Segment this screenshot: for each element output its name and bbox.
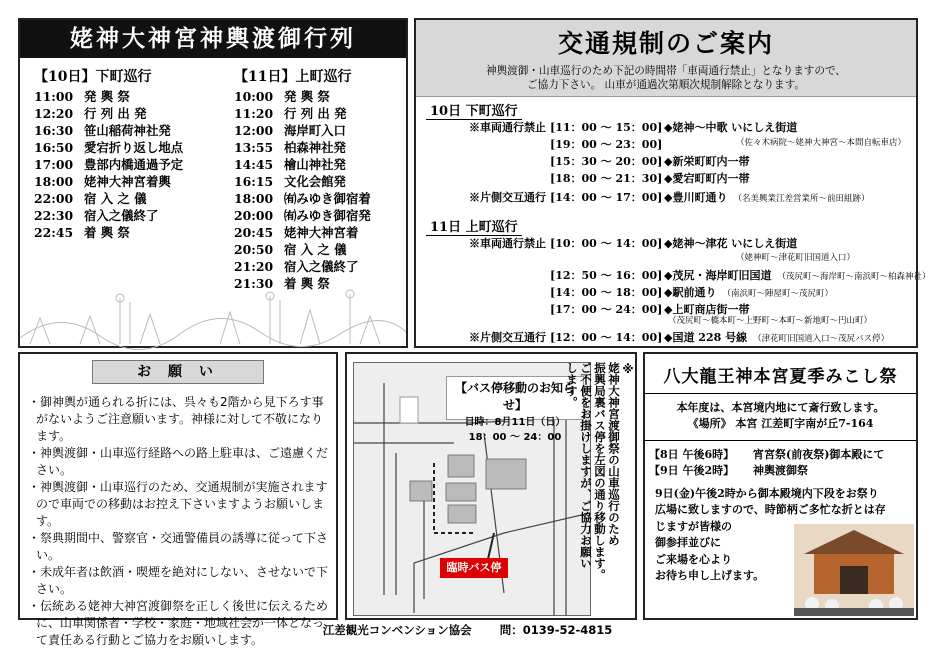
- day11-heading: 【11日】上町巡行: [234, 69, 352, 85]
- request-panel: [18, 352, 338, 647]
- traffic-day11-heading: 11日 上町巡行: [426, 216, 522, 236]
- festival-body-line: 御参拝並びに: [655, 536, 721, 549]
- schedule-time: 14:45: [234, 157, 274, 172]
- festival-body-line: ご来場を心より: [655, 552, 732, 566]
- traffic-area: ◆愛宕町町内一帯: [664, 172, 750, 185]
- note-column: 振興局裏バス停を左図の通り移動します。: [593, 362, 607, 581]
- schedule-time: 22:45: [34, 225, 74, 240]
- schedule-row: [234, 241, 371, 258]
- schedule-event: 姥神大神宮着輿: [84, 174, 171, 189]
- schedule-event: 豊部内橋通過予定: [84, 157, 184, 172]
- traffic-time: [14：00 ～ 17：00]: [550, 191, 663, 204]
- day11-schedule: [234, 66, 371, 292]
- schedule-row: [234, 190, 371, 207]
- schedule-event: 着 輿 祭: [284, 276, 330, 291]
- bus-stop-map: [353, 362, 591, 616]
- schedule-time: 13:55: [234, 140, 274, 155]
- schedule-time: 21:20: [234, 259, 274, 274]
- traffic-time: [12：50 ～ 16：00]: [550, 269, 663, 282]
- schedule-time: 20:50: [234, 242, 274, 257]
- traffic-route: （茂尻町～海岸町～南浜町～柏森神社）: [777, 272, 931, 282]
- schedule-event: ㈲みゆき御宿着: [284, 191, 371, 206]
- schedule-time: 12:20: [34, 106, 74, 121]
- traffic-time: [15：30 ～ 20：00]: [550, 155, 663, 168]
- schedule-time: 22:00: [34, 191, 74, 206]
- schedule-row: [34, 88, 183, 105]
- traffic-time: [17：00 ～ 24：00]: [550, 303, 663, 316]
- traffic-area: ◆茂尻・海岸町旧国道: [664, 269, 772, 282]
- schedule-row: [34, 156, 183, 173]
- traffic-time: [12：00 ～ 14：00]: [550, 331, 663, 344]
- traffic-area: ◆新栄町町内一帯: [664, 155, 750, 168]
- traffic-category: ※片側交互通行: [469, 331, 546, 344]
- traffic-day11-note1: （姥神町～津花町旧国道入口）: [736, 253, 856, 263]
- traffic-row: [424, 285, 833, 301]
- schedule-row: [234, 156, 371, 173]
- festival-schedule: [649, 447, 916, 479]
- schedule-event: 宿 入 之 儀: [84, 191, 147, 206]
- traffic-time: [18：00 ～ 21：30]: [550, 172, 663, 185]
- schedule-time: 18:00: [34, 174, 74, 189]
- schedule-event: 文化会館発: [284, 174, 346, 189]
- schedule-event: 宿 入 之 儀: [284, 242, 347, 257]
- note-column: します。: [565, 362, 579, 408]
- request-item: ・神輿渡御・山車巡行のため、交通規制が実施されますので車両での移動はお控え下さいますようお願いします。: [28, 480, 328, 528]
- schedule-time: 17:00: [34, 157, 74, 172]
- traffic-area: ◆豊川町通り: [664, 191, 728, 204]
- schedule-time: 12:00: [234, 123, 274, 138]
- festival-schedule-row: [649, 463, 916, 479]
- schedule-event: 檜山神社発: [284, 157, 346, 172]
- festival-body-line: じますが皆様の: [655, 519, 732, 533]
- traffic-route: （津花町旧国道入口～茂尻バス停）: [753, 334, 890, 344]
- festival-when: 【8日 午後6時】: [649, 448, 735, 461]
- schedule-event: 愛宕折り返し地点: [84, 140, 184, 155]
- traffic-desc-line2: ご協力下さい。 山車が通過次第順次規制解除となります。: [527, 79, 805, 91]
- traffic-category: ※車両通行禁止: [469, 237, 546, 250]
- schedule-time: 16:30: [34, 123, 74, 138]
- schedule-row: [234, 88, 371, 105]
- bus-move-note: [565, 362, 635, 614]
- traffic-row: [424, 236, 803, 252]
- festival-title: 八大龍王神本宮夏季みこし祭: [663, 367, 898, 387]
- request-item: ・神輿渡御・山車巡行経路への路上駐車は、ご遠慮ください。: [28, 446, 329, 477]
- traffic-area: ◆姥神～中歌 いにしえ街道: [664, 121, 798, 134]
- schedule-time: 16:15: [234, 174, 274, 189]
- schedule-time: 11:00: [34, 89, 74, 104]
- festival-what: 神輿渡御祭: [753, 464, 808, 477]
- schedule-row: [234, 105, 371, 122]
- bus-notice-box: [446, 376, 584, 443]
- schedule-row: [34, 105, 183, 122]
- bus-notice-date: 日時：8月11日（日）: [464, 417, 566, 428]
- schedule-row: [34, 224, 183, 241]
- traffic-day10-heading: 10日 下町巡行: [426, 100, 522, 120]
- request-list: [20, 394, 336, 649]
- schedule-time: 22:30: [34, 208, 74, 223]
- parade-title: 姥神大神宮神輿渡御行列: [20, 20, 406, 58]
- schedule-row: [234, 207, 371, 224]
- schedule-time: 10:00: [234, 89, 274, 104]
- festival-body-line: 9日(金)午後2時から御本殿境内下段をお祭り: [655, 487, 879, 500]
- festival-body-line: 広場に致しますので、時節柄ご多忙な折とは存: [655, 503, 886, 516]
- schedule-row: [34, 173, 183, 190]
- traffic-day11-note2: （茂尻町～橋本町～上野町～本町～新地町～円山町）: [668, 316, 873, 326]
- schedule-time: 20:45: [234, 225, 274, 240]
- traffic-time: [11：00 ～ 15：00]: [550, 121, 663, 134]
- traffic-time: [10：00 ～ 14：00]: [550, 237, 663, 250]
- traffic-area: ◆駅前通り: [664, 286, 717, 299]
- procession-illustration: [20, 288, 406, 346]
- traffic-route: （名美興業江差営業所～前田組跡）: [733, 194, 870, 204]
- schedule-event: 海岸町入口: [284, 123, 346, 138]
- traffic-row: [424, 171, 755, 187]
- traffic-row: [424, 268, 930, 284]
- day10-schedule: [34, 66, 183, 241]
- traffic-area: ◆国道 228 号線: [664, 331, 748, 344]
- schedule-event: 姥神大神宮着: [284, 225, 359, 240]
- schedule-event: 宿入之儀終了: [84, 208, 159, 223]
- traffic-category: ※車両通行禁止: [469, 121, 546, 134]
- schedule-time: 20:00: [234, 208, 274, 223]
- schedule-row: [34, 122, 183, 139]
- schedule-time: 18:00: [234, 191, 274, 206]
- traffic-time: [14：00 ～ 18：00]: [550, 286, 663, 299]
- festival-divider-2: [645, 440, 916, 441]
- schedule-event: 行 列 出 発: [284, 106, 347, 121]
- festival-schedule-row: [649, 447, 916, 463]
- traffic-row: [424, 120, 803, 136]
- schedule-row: [234, 122, 371, 139]
- schedule-row: [234, 224, 371, 241]
- request-item: ・未成年者は飲酒・喫煙を絶対にしない、させないで下さい。: [28, 565, 329, 596]
- schedule-row: [34, 139, 183, 156]
- traffic-desc-line1: 神輿渡御・山車巡行のため下記の時間帯「車両通行禁止」となりますので、: [486, 65, 846, 77]
- request-item: ・御神輿が通られる折には、呉々も2階から見下ろす事がないようご注意願います。神様に対して不敬になります。: [28, 395, 324, 443]
- traffic-row: [424, 330, 889, 346]
- schedule-row: [234, 139, 371, 156]
- parade-schedule-panel: [18, 18, 408, 348]
- schedule-row: [34, 190, 183, 207]
- schedule-time: 21:30: [234, 276, 274, 291]
- schedule-event: 笹山稲荷神社発: [84, 123, 171, 138]
- schedule-event: 発 輿 祭: [84, 89, 130, 104]
- schedule-time: 16:50: [34, 140, 74, 155]
- festival-place: 《場所》 本宮 江差町字南が丘7-164: [687, 417, 874, 430]
- note-column: 姥神大神宮渡御祭の山車巡行のため: [607, 362, 621, 546]
- festival-what: 宵宮祭(前夜祭)御本殿にて: [753, 448, 885, 461]
- schedule-event: 宿入之儀終了: [284, 259, 359, 274]
- schedule-event: 発 輿 祭: [284, 89, 330, 104]
- temporary-bus-stop-label: 臨時バス停: [440, 558, 508, 578]
- traffic-row: [424, 190, 869, 206]
- traffic-route: （南浜町～陣屋町～茂尻町）: [722, 289, 833, 299]
- day10-heading: 【10日】下町巡行: [34, 69, 152, 85]
- traffic-time: [19：00 ～ 23：00]: [550, 138, 663, 151]
- bus-stop-map-panel: [345, 352, 637, 620]
- footer: [0, 622, 935, 638]
- schedule-event: 行 列 出 発: [84, 106, 147, 121]
- festival-body-line: お待ち申し上げます。: [655, 569, 765, 582]
- schedule-event: ㈲みゆき御宿発: [284, 208, 371, 223]
- festival-when: 【9日 午後2時】: [649, 464, 735, 477]
- traffic-category: ※片側交互通行: [469, 191, 546, 204]
- shrine-photo: [794, 524, 914, 616]
- schedule-time: 11:20: [234, 106, 274, 121]
- bus-notice-time: 18：00 ～ 24：00: [468, 432, 562, 443]
- traffic-day10-note: （佐々木病院～姥神大神宮～本間自転車店）: [736, 138, 907, 148]
- bus-notice-title: 【バス停移動のお知らせ】: [454, 381, 575, 412]
- festival-intro: 本年度は、本宮境内地にて斎行致します。: [676, 401, 885, 414]
- schedule-event: 着 輿 祭: [84, 225, 130, 240]
- schedule-event: 柏森神社発: [284, 140, 346, 155]
- request-title: お 願 い: [92, 360, 264, 384]
- traffic-row: [424, 137, 670, 153]
- schedule-row: [234, 258, 371, 275]
- request-item: ・伝統ある姥神大神宮渡御祭を正しく後世に伝えるために、山車関係者・学校・家庭・地域社会が一体となって責任ある行動とご協力をお願いします。: [28, 599, 329, 647]
- traffic-header: [416, 20, 916, 97]
- traffic-area: ◆姥神～津花 いにしえ街道: [664, 237, 798, 250]
- request-item: ・祭典期間中、警察官・交通警備員の誘導に従って下さい。: [28, 531, 329, 562]
- schedule-row: [234, 173, 371, 190]
- traffic-title: 交通規制のご案内: [557, 29, 774, 58]
- traffic-regulation-panel: [414, 18, 931, 348]
- traffic-row: [424, 154, 755, 170]
- footer-organization: 江差観光コンベンション協会: [322, 623, 472, 637]
- footer-phone: 問：0139-52-4815: [499, 623, 613, 637]
- note-column: ご不便をお掛けしますが、ご協力お願い: [579, 362, 593, 569]
- schedule-row: [34, 207, 183, 224]
- note-column: ※: [621, 362, 635, 376]
- festival-panel: [643, 352, 918, 620]
- festival-divider: [645, 393, 916, 394]
- traffic-area: ◆上町商店街一帯: [664, 303, 750, 316]
